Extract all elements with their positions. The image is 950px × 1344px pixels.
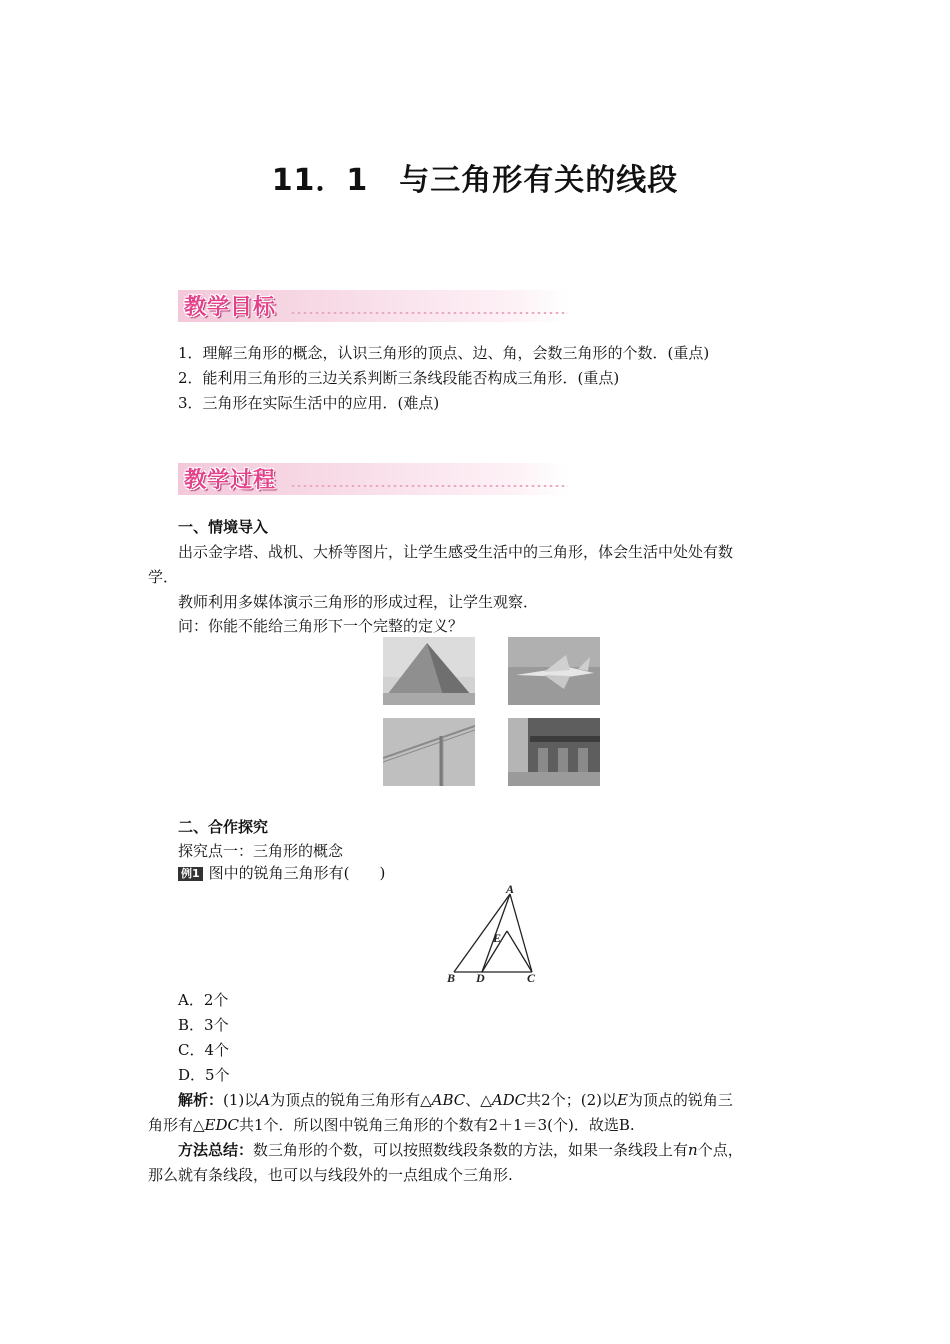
triangle-figure: [440, 882, 550, 986]
banner-label: 教学过程: [184, 468, 277, 493]
edge-AC: [510, 894, 532, 972]
exploration-point-heading: 探究点一：三角形的概念: [178, 842, 344, 860]
edge-EC: [507, 931, 532, 972]
multimedia-paragraph: 教师利用多媒体演示三角形的形成过程，让学生观察．: [178, 593, 539, 611]
pyramid-photo: [383, 637, 475, 705]
banner-label: 教学目标: [184, 295, 277, 320]
bridge-photo: [508, 718, 600, 786]
edge-AB: [454, 894, 510, 972]
intro-paragraph-line1: 出示金字塔、战机、大桥等图片，让学生感受生活中的三角形，体会生活中处处有数: [178, 543, 734, 561]
analysis-line1: 解析：(1)以A为顶点的锐角三角形有△ABC、△ADC共2个；(2)以E为顶点的锐角三: [178, 1091, 733, 1109]
analysis-label: 解析：: [178, 1091, 224, 1109]
analysis-line2: 角形有△EDC共1个．所以图中锐角三角形的个数有2＋1＝3(个)．故选B.: [148, 1116, 635, 1134]
page-title: 11．1 与三角形有关的线段: [271, 163, 679, 198]
section-banner-teaching-process: [178, 463, 568, 499]
goal-item-2: 2．能利用三角形的三边关系判断三条线段能否构成三角形．(重点): [178, 369, 620, 387]
tower-crane-photo: [383, 718, 475, 786]
option-a: A．2个: [178, 991, 229, 1009]
method-summary-line2: 那么就有条线段，也可以与线段外的一点组成个三角形.: [148, 1166, 513, 1184]
goal-item-1: 1．理解三角形的概念，认识三角形的顶点、边、角，会数三角形的个数．(重点): [178, 344, 710, 362]
banner-dotted-line: [290, 312, 568, 314]
section-banner-teaching-goals: [178, 290, 568, 326]
heading-cooperative-exploration: 二、合作探究: [178, 818, 269, 836]
vertex-label-E: E: [493, 931, 502, 945]
example-question: [178, 863, 385, 883]
goal-item-3: 3．三角形在实际生活中的应用．(难点): [178, 394, 440, 412]
option-c: C．4个: [178, 1041, 230, 1059]
vertex-label-D: D: [476, 971, 485, 985]
question-paragraph: 问：你能不能给三角形下一个完整的定义？: [178, 617, 464, 635]
vertex-label-A: A: [506, 882, 515, 896]
summary-label: 方法总结：: [178, 1141, 254, 1159]
heading-situation-intro: 一、情境导入: [178, 518, 269, 536]
vertex-label-B: B: [447, 971, 456, 985]
intro-paragraph-line2: 学．: [148, 568, 179, 586]
fighter-jet-photo: [508, 637, 600, 705]
vertex-label-C: C: [527, 971, 536, 985]
option-d: D．5个: [178, 1066, 230, 1084]
example-badge: 例1: [178, 867, 203, 881]
method-summary-line1: 方法总结：数三角形的个数，可以按照数线段条数的方法，如果一条线段上有n个点，: [178, 1141, 743, 1159]
banner-dotted-line: [290, 485, 568, 487]
option-b: B．3个: [178, 1016, 229, 1034]
example-question-text: 图中的锐角三角形有( ): [208, 864, 386, 882]
